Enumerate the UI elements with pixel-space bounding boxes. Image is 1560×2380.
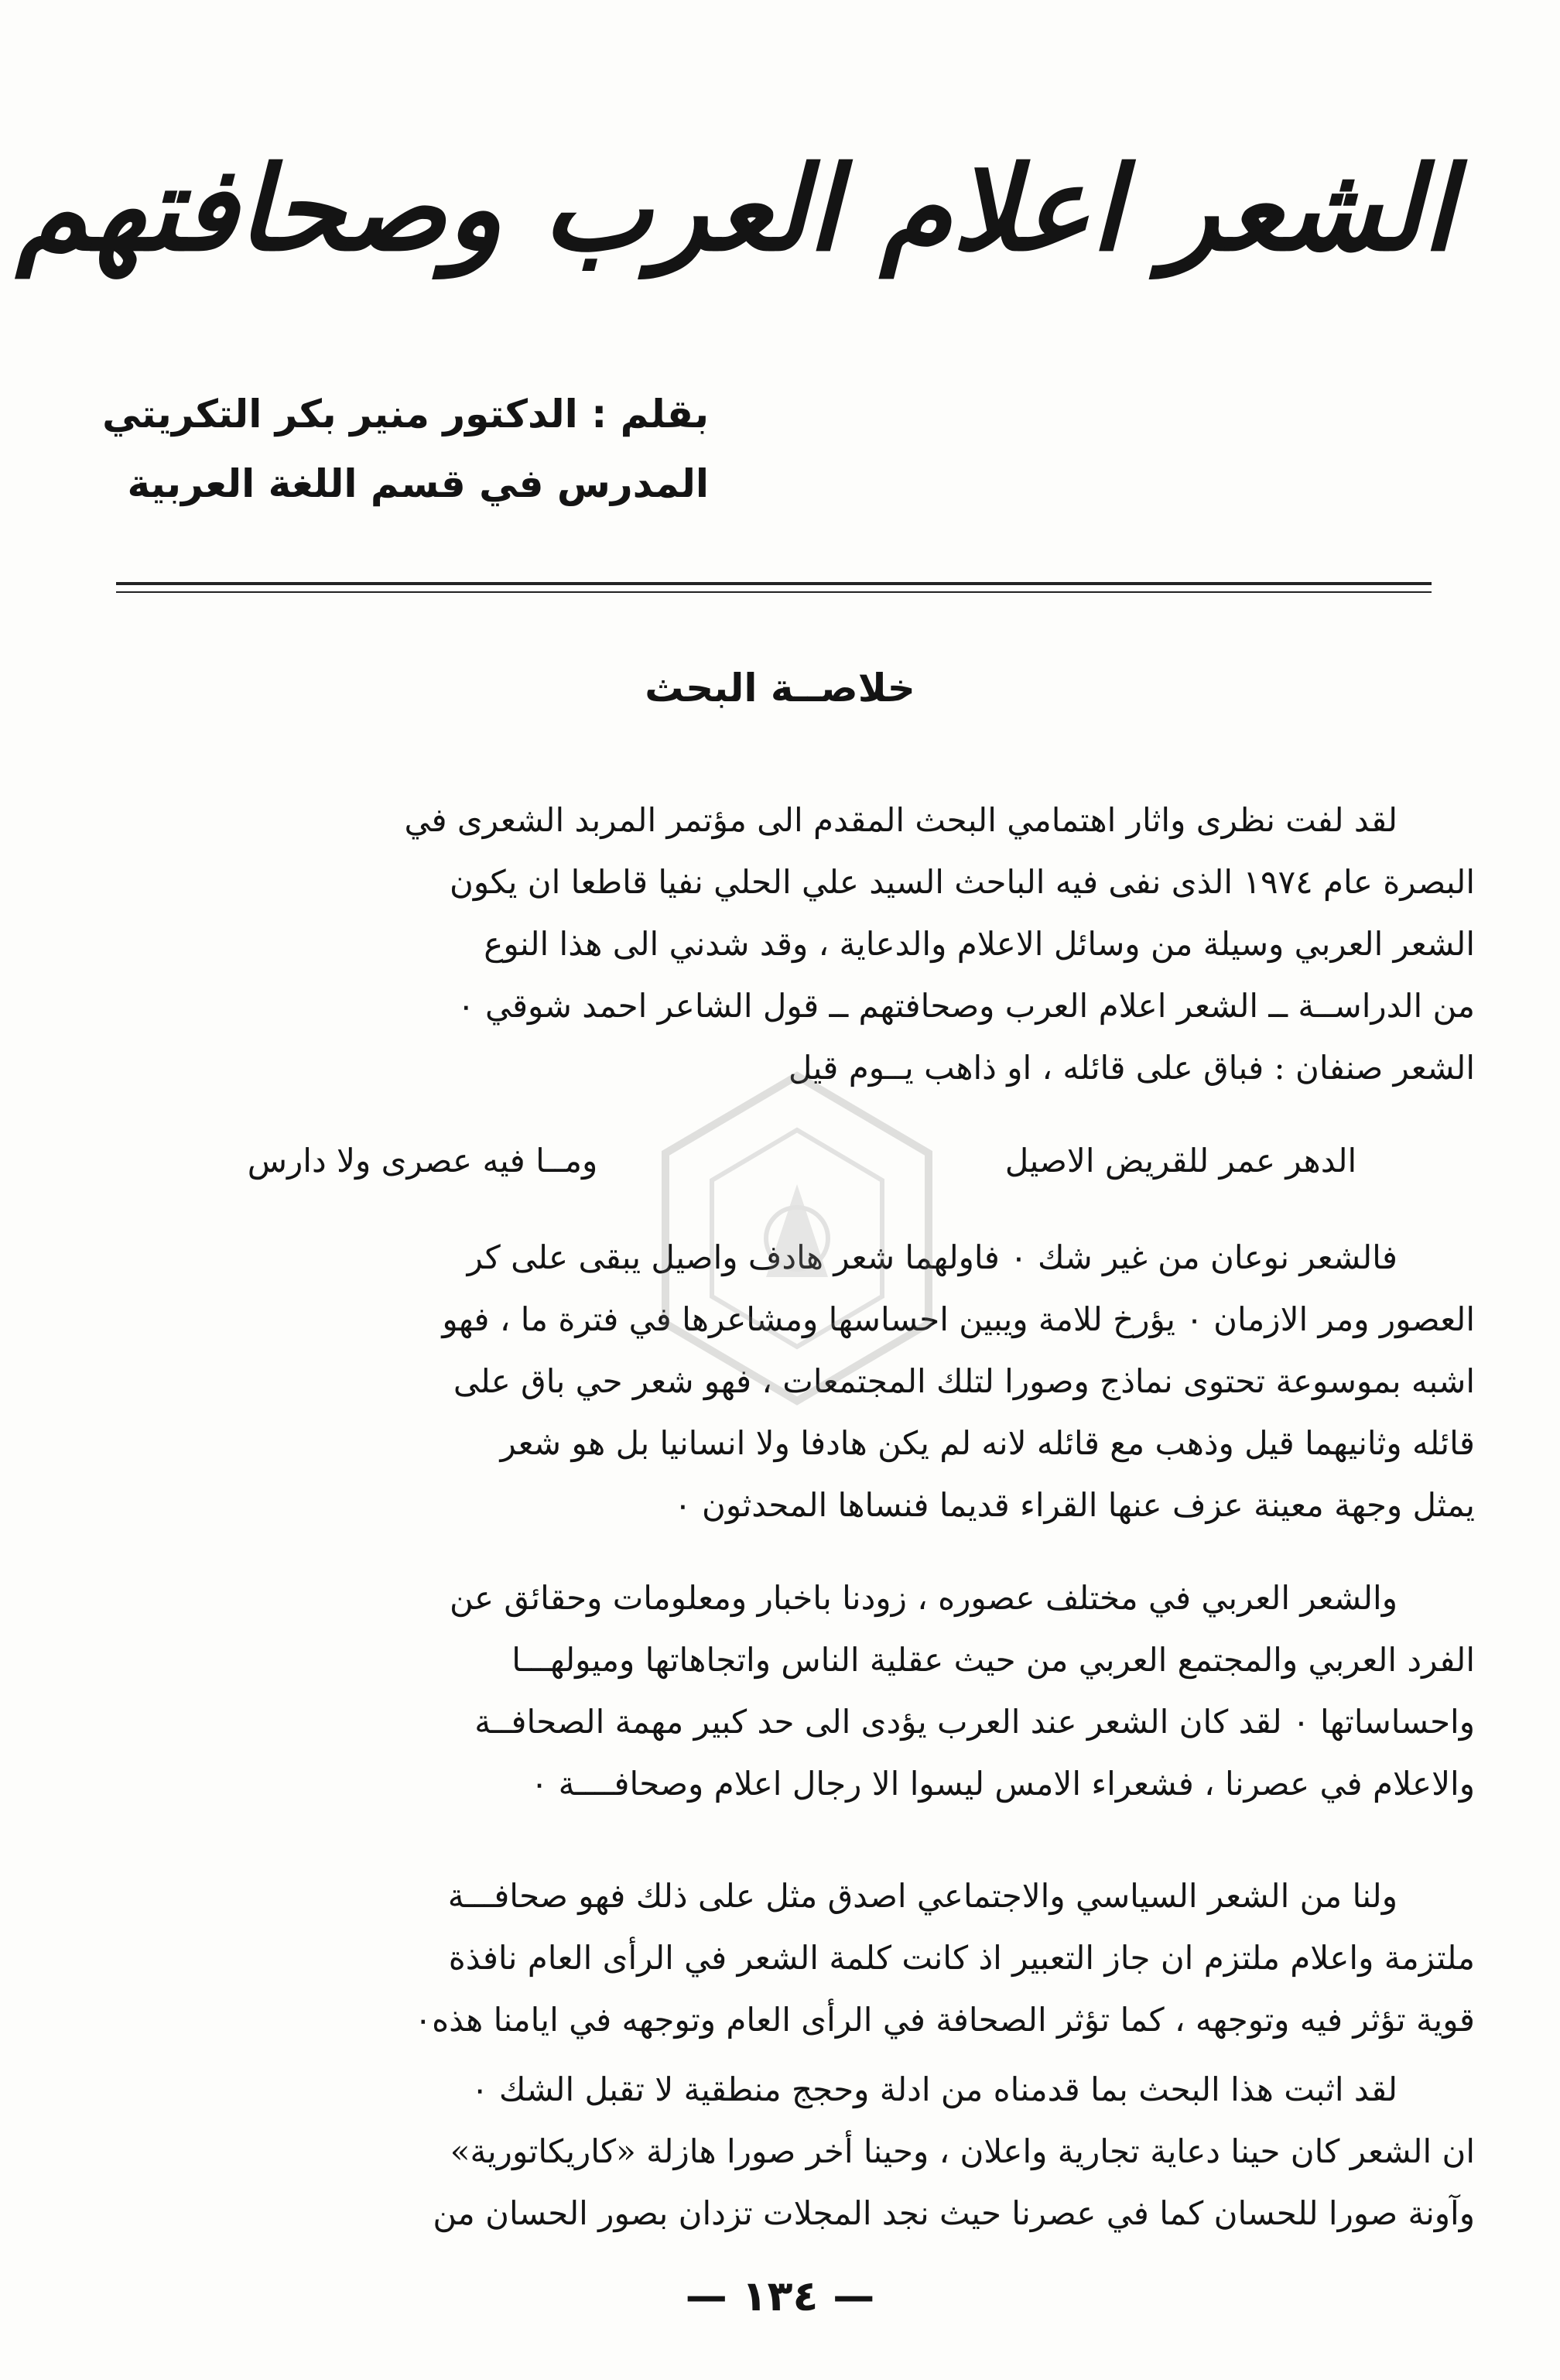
author-position: المدرس في قسم اللغة العربية bbox=[127, 461, 709, 506]
text-line: الشعر صنفان : فباق على قائله ، او ذاهب يــوم قيل bbox=[788, 1049, 1475, 1087]
text-line: وآونة صورا للحسان كما في عصرنا حيث نجد المجلات تزدان بصور الحسان من bbox=[433, 2194, 1475, 2232]
section-heading: خلاصــة البحث bbox=[645, 666, 915, 711]
verse-hemistich-1: الدهر عمر للقريض الاصيل bbox=[1004, 1142, 1357, 1180]
text-line: لقد لفت نظرى واثار اهتمامي البحث المقدم الى مؤتمر المربد الشعرى في bbox=[404, 801, 1398, 839]
author-line: بقلم : الدكتور منير بكر التكريتي bbox=[102, 392, 709, 437]
text-line: ملتزمة واعلام ملتزم ان جاز التعبير اذ كانت كلمة الشعر في الرأى العام نافذة bbox=[448, 1939, 1475, 1977]
divider-rule-thin bbox=[116, 591, 1432, 593]
divider-rule bbox=[116, 582, 1432, 585]
text-line: البصرة عام ١٩٧٤ الذى نفى فيه الباحث السيد علي الحلي نفيا قاطعا ان يكون bbox=[450, 863, 1475, 901]
text-line: من الدراســة ــ الشعر اعلام العرب وصحافتهم ــ قول الشاعر احمد شوقي ٠ bbox=[457, 987, 1475, 1025]
paragraph-4 bbox=[90, 1865, 1475, 2051]
page-number: — ١٣٤ — bbox=[685, 2272, 875, 2320]
article-title: الشعر اعلام العرب وصحافتهم bbox=[15, 141, 1455, 277]
text-line: الفرد العربي والمجتمع العربي من حيث عقلية الناس واتجاهاتها وميولهـــا bbox=[511, 1641, 1475, 1679]
text-line: العصور ومر الازمان ٠ يؤرخ للامة ويبين احساسها ومشاعرها في فترة ما ، فهو bbox=[442, 1300, 1475, 1338]
text-line: اشبه بموسوعة تحتوى نماذج وصورا لتلك المجتمعات ، فهو شعر حي باق على bbox=[453, 1362, 1475, 1400]
text-line: والاعلام في عصرنا ، فشعراء الامس ليسوا الا رجال اعلام وصحافــــة ٠ bbox=[530, 1765, 1475, 1803]
text-line: فالشعر نوعان من غير شك ٠ فاولهما شعر هادف واصيل يبقى على كر bbox=[467, 1238, 1398, 1276]
byline bbox=[90, 379, 709, 519]
text-line: قائله وثانيهما قيل وذهب مع قائله لانه لم يكن هادفا ولا انسانيا بل هو شعر bbox=[500, 1424, 1475, 1462]
watermark-emblem-icon bbox=[604, 1045, 990, 1432]
text-line: يمثل وجهة معينة عزف عنها القراء قديما فنساها المحدثون ٠ bbox=[674, 1486, 1475, 1524]
text-line: ان الشعر كان حينا دعاية تجارية واعلان ، وحينا أخر صورا هازلة «كاريكاتورية» bbox=[450, 2132, 1475, 2170]
text-line: والشعر العربي في مختلف عصوره ، زودنا باخبار ومعلومات وحقائق عن bbox=[450, 1579, 1398, 1617]
verse-hemistich-2: ومــا فيه عصرى ولا دارس bbox=[247, 1142, 598, 1180]
text-line: الشعر العربي وسيلة من وسائل الاعلام والدعاية ، وقد شدني الى هذا النوع bbox=[484, 925, 1475, 963]
text-line: ولنا من الشعر السياسي والاجتماعي اصدق مثل على ذلك فهو صحافـــة bbox=[447, 1877, 1398, 1915]
text-line: واحساساتها ٠ لقد كان الشعر عند العرب يؤدى الى حد كبير مهمة الصحافــة bbox=[474, 1703, 1475, 1741]
text-line: لقد اثبت هذا البحث بما قدمناه من ادلة وحجج منطقية لا تقبل الشك ٠ bbox=[470, 2070, 1398, 2108]
text-line: قوية تؤثر فيه وتوجهه ، كما تؤثر الصحافة في الرأى العام وتوجهه في ايامنا هذه٠ bbox=[414, 2001, 1475, 2039]
paragraph-3 bbox=[90, 1567, 1475, 1815]
paragraph-5 bbox=[90, 2059, 1475, 2245]
